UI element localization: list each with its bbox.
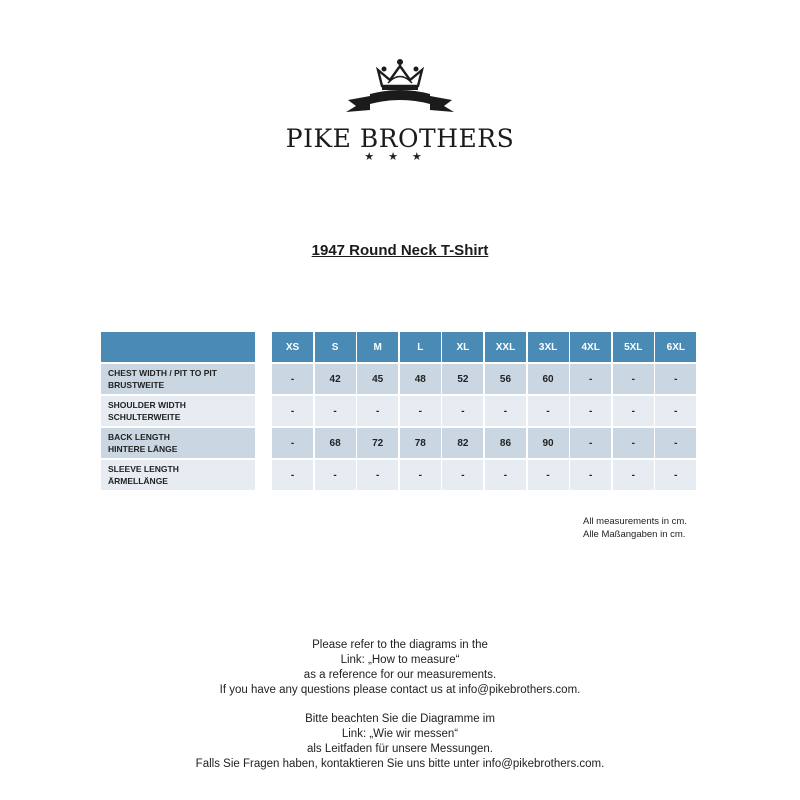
size-header-cell: L: [400, 332, 441, 362]
label-chest: [101, 364, 255, 394]
note-en: All measurements in cm.: [582, 516, 687, 527]
size-value-cell: -: [400, 460, 441, 490]
size-value-cell: -: [570, 428, 611, 458]
footer-de-line: Link: „Wie wir messen“: [341, 728, 459, 740]
size-value-cell: -: [655, 460, 696, 490]
size-value-cell: -: [485, 460, 526, 490]
size-value-cell: 86: [485, 428, 526, 458]
size-header-cell: XL: [442, 332, 483, 362]
footer-en-line: Please refer to the diagrams in the: [312, 639, 488, 651]
size-value-cell: -: [272, 364, 313, 394]
size-value-cell: 72: [357, 428, 398, 458]
label-back-length: [101, 428, 255, 458]
label-chest-en: CHEST WIDTH / PIT TO PIT: [108, 368, 217, 378]
crown-logo-icon: [330, 56, 470, 118]
footer-en-line: as a reference for our measurements.: [303, 669, 497, 681]
label-header-bar: [101, 332, 255, 362]
label-shoulder-de: SCHULTERWEITE: [108, 412, 181, 422]
size-value-cell: 90: [528, 428, 569, 458]
footer-de-line: Falls Sie Fragen haben, kontaktieren Sie uns bitte unter info@pikebrothers.com.: [195, 758, 605, 770]
measurement-note: [583, 515, 687, 541]
size-header-cell: S: [315, 332, 356, 362]
size-header-cell: 3XL: [528, 332, 569, 362]
note-de: Alle Maßangaben in cm.: [582, 529, 686, 540]
brand-stars: ★★★: [364, 151, 436, 163]
size-value-cell: 45: [357, 364, 398, 394]
size-header-cell: 4XL: [570, 332, 611, 362]
label-shoulder-en: SHOULDER WIDTH: [108, 400, 186, 410]
footer-de-line: als Leitfaden für unsere Messungen.: [306, 743, 494, 755]
label-sleeve-length-de: ÄRMELLÄNGE: [108, 476, 168, 486]
size-value-cell: -: [613, 428, 654, 458]
size-value-cell: -: [400, 396, 441, 426]
footer-gap: [0, 698, 800, 712]
size-value-cell: -: [613, 460, 654, 490]
size-value-cell: -: [613, 396, 654, 426]
size-value-cell: -: [570, 396, 611, 426]
size-value-cell: -: [570, 364, 611, 394]
label-back-length-de: HINTERE LÄNGE: [108, 444, 178, 454]
size-value-cell: -: [528, 460, 569, 490]
size-header-cell: 5XL: [613, 332, 654, 362]
footer-en-line: If you have any questions please contact us at info@pikebrothers.com.: [219, 684, 581, 696]
size-header-cell: 6XL: [655, 332, 696, 362]
page-title: 1947 Round Neck T-Shirt: [311, 242, 489, 259]
brand-name: PIKE BROTHERS: [285, 124, 515, 153]
footer-de-line: Bitte beachten Sie die Diagramme im: [305, 713, 495, 725]
size-value-cell: -: [315, 460, 356, 490]
size-value-cell: -: [272, 460, 313, 490]
size-value-cell: -: [613, 364, 654, 394]
size-value-cell: 68: [315, 428, 356, 458]
label-sleeve-length-en: SLEEVE LENGTH: [108, 464, 179, 474]
size-value-cell: 42: [315, 364, 356, 394]
size-value-cell: -: [357, 396, 398, 426]
label-sleeve-length: [101, 460, 255, 490]
size-value-cell: 82: [442, 428, 483, 458]
size-value-cell: -: [272, 396, 313, 426]
size-value-cell: -: [570, 460, 611, 490]
size-value-cell: -: [442, 460, 483, 490]
size-header-cell: M: [357, 332, 398, 362]
size-table: [272, 332, 696, 490]
size-value-cell: -: [655, 364, 696, 394]
size-value-cell: -: [315, 396, 356, 426]
footer-text: [0, 638, 800, 772]
size-header-cell: XXL: [485, 332, 526, 362]
size-value-cell: 60: [528, 364, 569, 394]
size-value-cell: -: [655, 396, 696, 426]
size-value-cell: 56: [485, 364, 526, 394]
size-value-cell: 48: [400, 364, 441, 394]
label-shoulder: [101, 396, 255, 426]
size-value-cell: 78: [400, 428, 441, 458]
measurement-labels: [101, 332, 255, 492]
label-back-length-en: BACK LENGTH: [108, 432, 170, 442]
size-header-cell: XS: [272, 332, 313, 362]
size-value-cell: -: [485, 396, 526, 426]
size-value-cell: -: [442, 396, 483, 426]
label-chest-de: BRUSTWEITE: [108, 380, 165, 390]
size-value-cell: -: [272, 428, 313, 458]
footer-en-line: Link: „How to measure“: [340, 654, 460, 666]
size-value-cell: 52: [442, 364, 483, 394]
size-value-cell: -: [655, 428, 696, 458]
size-value-cell: -: [357, 460, 398, 490]
size-value-cell: -: [528, 396, 569, 426]
